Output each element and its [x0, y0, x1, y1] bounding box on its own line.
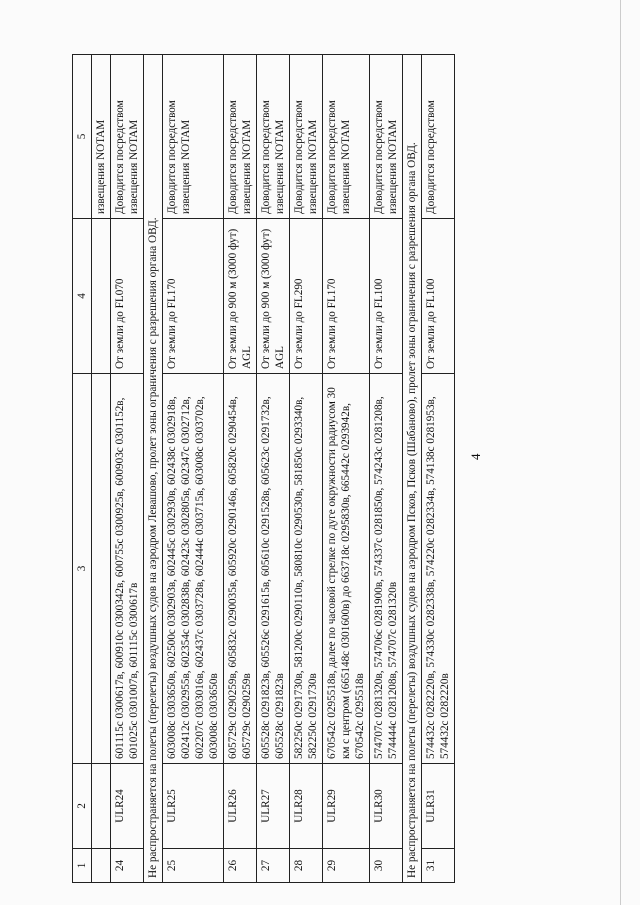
vertical-limits: От земли до FL290 [290, 219, 323, 374]
zone-coordinates: 582250с 0291730в, 581200с 0290110в, 580810с 0290530в, 581850с 0293340в, 582250с 0291730в [290, 374, 323, 764]
table-row [370, 55, 403, 883]
header-col-4: 4 [73, 219, 92, 374]
zone-code: ULR27 [257, 764, 290, 849]
zone-code: ULR31 [422, 764, 455, 849]
row-number: 25 [163, 849, 224, 883]
row-number: 27 [257, 849, 290, 883]
vertical-limits: От земли до FL170 [163, 219, 224, 374]
table-row [422, 55, 455, 883]
header-col-2: 2 [73, 764, 92, 849]
table-row [323, 55, 370, 883]
vertical-limits: От земли до 900 м (3000 фут) AGL [224, 219, 257, 374]
row-number: 26 [224, 849, 257, 883]
page-number: 4 [468, 453, 483, 460]
zone-coordinates: 601115с 0300617в, 600910с 0300342в, 600755с 0300925в, 600903с 0301152в, 601025с 0301007в, 601115с 0300617в [111, 374, 144, 764]
note-row [403, 55, 422, 883]
vertical-limits: От земли до FL100 [422, 219, 455, 374]
vertical-limits: От земли до FL070 [111, 219, 144, 374]
table-row [224, 55, 257, 883]
zone-coordinates: 605528с 0291823в, 605526с 0291615в, 605610с 0291528в, 605623с 0291732в, 605528с 0291823в [257, 374, 290, 764]
table-row [111, 55, 144, 883]
table-row [163, 55, 224, 883]
notification-method: Доводится посредством извещения NOTAM [163, 55, 224, 219]
zone-coordinates: 603008с 0303650в, 602500с 0302903в, 602445с 0302930в, 602438с 0302918в, 602412с 0302955в, 602354с 0302838в, 602423с 0302805в, 602347с 0302712в, 602207с 0303016в, 602437с 0303728в, 602444с 0303715в, 603008с 0303702в, 603008с 0303650в [163, 374, 224, 764]
zone-coordinates: 670542с 0295518в, далее по часовой стрелке по дуге окружности радиусом 30 км с центром (665148с 0301600в) до 663718с 0295830в, 665442с 0293942в, 670542с 0295518в [323, 374, 370, 764]
header-col-1: 1 [73, 849, 92, 883]
table-row [290, 55, 323, 883]
header-col-3: 3 [73, 374, 92, 764]
row-number: 28 [290, 849, 323, 883]
zone-code: ULR28 [290, 764, 323, 849]
header-col-5: 5 [73, 55, 92, 219]
note-row [144, 55, 163, 883]
vertical-limits: От земли до 900 м (3000 фут) AGL [257, 219, 290, 374]
note-text: Не распространяется на полеты (перелеты) воздушных судов на аэродром Псков, Псков (Шабаново), пролет зоны ограничения с разрешения органа ОВД. [403, 55, 422, 883]
notification-method: Доводится посредством извещения NOTAM [111, 55, 144, 219]
zone-code: ULR26 [224, 764, 257, 849]
vertical-limits: От земли до FL170 [323, 219, 370, 374]
notification-method: Доводится посредством [422, 55, 455, 219]
continuation-row [92, 55, 111, 883]
notification-method: Доводится посредством извещения NOTAM [290, 55, 323, 219]
notification-method: Доводится посредством извещения NOTAM [257, 55, 290, 219]
row-number: 24 [111, 849, 144, 883]
note-text: Не распространяется на полеты (перелеты) воздушных судов на аэродром Левашово, пролет зоны ограничения с разрешения органа ОВД. [144, 55, 163, 883]
notification-method: Доводится посредством извещения NOTAM [323, 55, 370, 219]
zone-code: ULR25 [163, 764, 224, 849]
row-number: 29 [323, 849, 370, 883]
notification-method: Доводится посредством извещения NOTAM [224, 55, 257, 219]
zone-coordinates: 605729с 0290259в, 605832с 0290035в, 605920с 0290146в, 605820с 0290454в, 605729с 0290259в [224, 374, 257, 764]
zone-coordinates: 574432с 0282220в, 574330с 0282338в, 574220с 0282334в, 574138с 0281953в, 574432с 0282220в [422, 374, 455, 764]
zone-coordinates: 574707с 0281320в, 574706с 0281900в, 574337с 0281850в, 574243с 0281208в, 574444с 0281208в, 574707с 0281320в [370, 374, 403, 764]
header-row [73, 55, 92, 883]
vertical-limits: От земли до FL100 [370, 219, 403, 374]
continuation-text: извещения NOTAM [92, 55, 111, 219]
row-number: 30 [370, 849, 403, 883]
table-row [257, 55, 290, 883]
zone-code: ULR24 [111, 764, 144, 849]
zone-code: ULR30 [370, 764, 403, 849]
notification-method: Доводится посредством извещения NOTAM [370, 55, 403, 219]
airspace-restriction-table [72, 54, 455, 883]
zone-code: ULR29 [323, 764, 370, 849]
row-number: 31 [422, 849, 455, 883]
